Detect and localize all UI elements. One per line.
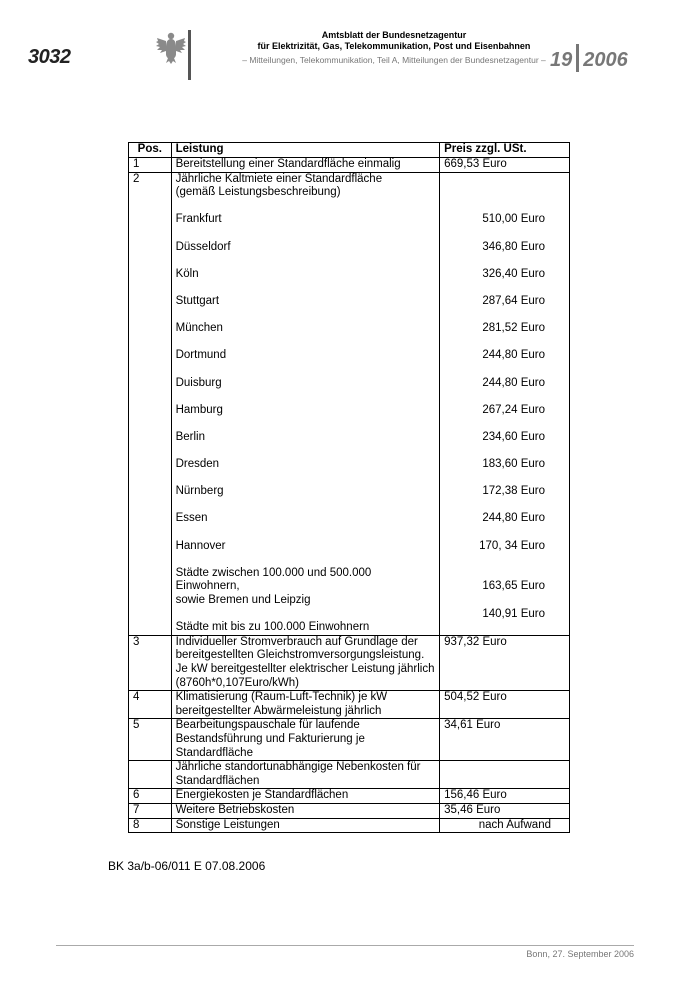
row-desc xyxy=(171,172,440,635)
row-desc xyxy=(171,635,440,690)
row-price-list xyxy=(440,172,570,635)
table-row xyxy=(129,761,570,789)
city-price: 267,24 Euro xyxy=(482,403,545,416)
row-price: nach Aufwand xyxy=(440,818,570,833)
table-row xyxy=(129,691,570,719)
table-row xyxy=(129,635,570,690)
city-name: München xyxy=(175,322,223,335)
city-name: Berlin xyxy=(175,430,206,443)
issue-year: 2006 xyxy=(583,49,628,71)
table-row xyxy=(129,158,570,173)
journal-title-line2: für Elektrizität, Gas, Telekommunikation, Post und Eisenbahnen xyxy=(257,41,531,51)
row-price: 35,46 Euro xyxy=(440,803,570,818)
city-group-small: Städte mit bis zu 100.000 Einwohnern xyxy=(175,621,370,634)
desc-line: (8760h*0,107Euro/kWh) xyxy=(175,676,299,689)
row-desc: Energiekosten je Standardflächen xyxy=(171,789,440,804)
journal-title-line1: Amtsblatt der Bundesnetzagentur xyxy=(321,30,467,40)
table-row xyxy=(129,818,570,833)
row-desc xyxy=(171,719,440,761)
city-name: Dortmund xyxy=(175,349,227,362)
header-divider xyxy=(188,30,191,80)
row-pos: 1 xyxy=(129,158,172,173)
federal-eagle-icon xyxy=(155,30,187,64)
row-price: 504,52 Euro xyxy=(440,691,570,719)
desc-line: Jährliche Kaltmiete einer Standardfläche xyxy=(175,172,383,185)
city-name: Düsseldorf xyxy=(175,240,231,253)
desc-line: Standardflächen xyxy=(175,774,260,787)
city-name: Dresden xyxy=(175,458,220,471)
fee-table xyxy=(128,142,570,833)
desc-line: bereitgestellten Gleichstromversorgungsleistung. xyxy=(175,649,425,662)
desc-line: Jährliche standortunabhängige Nebenkosten für xyxy=(175,761,421,774)
desc-line: (gemäß Leistungsbeschreibung) xyxy=(175,186,341,199)
issue-label xyxy=(550,44,628,72)
city-name: Nürnberg xyxy=(175,485,224,498)
city-price: 170, 34 Euro xyxy=(479,539,545,552)
row-price: 34,61 Euro xyxy=(440,719,570,761)
header-price: Preis zzgl. USt. xyxy=(440,143,570,158)
desc-line: Standardfläche xyxy=(175,746,253,759)
city-price: 287,64 Euro xyxy=(482,294,545,307)
footer-divider xyxy=(56,945,634,946)
footer-date: Bonn, 27. September 2006 xyxy=(526,949,634,959)
city-name: Köln xyxy=(175,267,199,280)
row-pos: 5 xyxy=(129,719,172,761)
city-group-mid-price: 163,65 Euro xyxy=(482,580,545,593)
row-pos: 3 xyxy=(129,635,172,690)
desc-line: bereitgestellter Abwärmeleistung jährlich xyxy=(175,704,382,717)
city-price: 244,80 Euro xyxy=(482,512,545,525)
city-group-mid-line2: sowie Bremen und Leipzig xyxy=(175,594,311,606)
city-name: Essen xyxy=(175,512,208,525)
journal-header xyxy=(196,30,592,67)
city-price: 244,80 Euro xyxy=(482,349,545,362)
city-price: 510,00 Euro xyxy=(482,213,545,226)
table-row xyxy=(129,172,570,635)
table-row xyxy=(129,803,570,818)
row-price: 669,53 Euro xyxy=(440,158,570,173)
city-name: Hannover xyxy=(175,539,226,552)
row-price-empty xyxy=(440,761,570,789)
header-service: Leistung xyxy=(171,143,440,158)
row-price: 937,32 Euro xyxy=(440,635,570,690)
row-pos: 6 xyxy=(129,789,172,804)
city-price: 234,60 Euro xyxy=(482,430,545,443)
table-row xyxy=(129,719,570,761)
issue-number: 19 xyxy=(550,49,573,71)
desc-line: Je kW bereitgestellter elektrischer Leistung jährlich xyxy=(175,662,435,675)
header-pos: Pos. xyxy=(129,143,172,158)
city-price: 281,52 Euro xyxy=(482,322,545,335)
city-price: 244,80 Euro xyxy=(482,376,545,389)
row-pos: 2 xyxy=(129,172,172,635)
table-row xyxy=(129,789,570,804)
decision-reference: BK 3a/b-06/011 E 07.08.2006 xyxy=(108,859,266,873)
city-name: Frankfurt xyxy=(175,213,222,226)
city-name: Duisburg xyxy=(175,376,222,389)
page-number: 3032 xyxy=(28,46,71,68)
row-desc: Bereitstellung einer Standardfläche einmalig xyxy=(171,158,440,173)
city-name: Hamburg xyxy=(175,403,223,416)
row-desc: Sonstige Leistungen xyxy=(171,818,440,833)
desc-line: Klimatisierung (Raum-Luft-Technik) je kW xyxy=(175,691,388,704)
row-desc: Weitere Betriebskosten xyxy=(171,803,440,818)
city-price: 183,60 Euro xyxy=(482,458,545,471)
desc-line: Individueller Stromverbrauch auf Grundlage der xyxy=(175,635,418,648)
desc-line: Bearbeitungspauschale für laufende xyxy=(175,719,360,732)
row-pos: 8 xyxy=(129,818,172,833)
table-header-row xyxy=(129,143,570,158)
city-price: 172,38 Euro xyxy=(482,485,545,498)
city-price: 326,40 Euro xyxy=(482,267,545,280)
row-pos-empty xyxy=(129,761,172,789)
row-price: 156,46 Euro xyxy=(440,789,570,804)
row-desc xyxy=(171,761,440,789)
journal-subtitle: – Mitteilungen, Telekommunikation, Teil A, Mitteilungen der Bundesnetzagentur – xyxy=(242,55,546,65)
row-desc xyxy=(171,691,440,719)
desc-line: Bestandsführung und Fakturierung je xyxy=(175,732,365,745)
issue-divider xyxy=(576,44,579,72)
city-name: Stuttgart xyxy=(175,294,220,307)
city-price: 346,80 Euro xyxy=(482,240,545,253)
city-group-small-price: 140,91 Euro xyxy=(482,607,545,620)
city-group-mid-line1: Städte zwischen 100.000 und 500.000 Einwohnern, xyxy=(175,566,372,593)
row-pos: 4 xyxy=(129,691,172,719)
row-pos: 7 xyxy=(129,803,172,818)
